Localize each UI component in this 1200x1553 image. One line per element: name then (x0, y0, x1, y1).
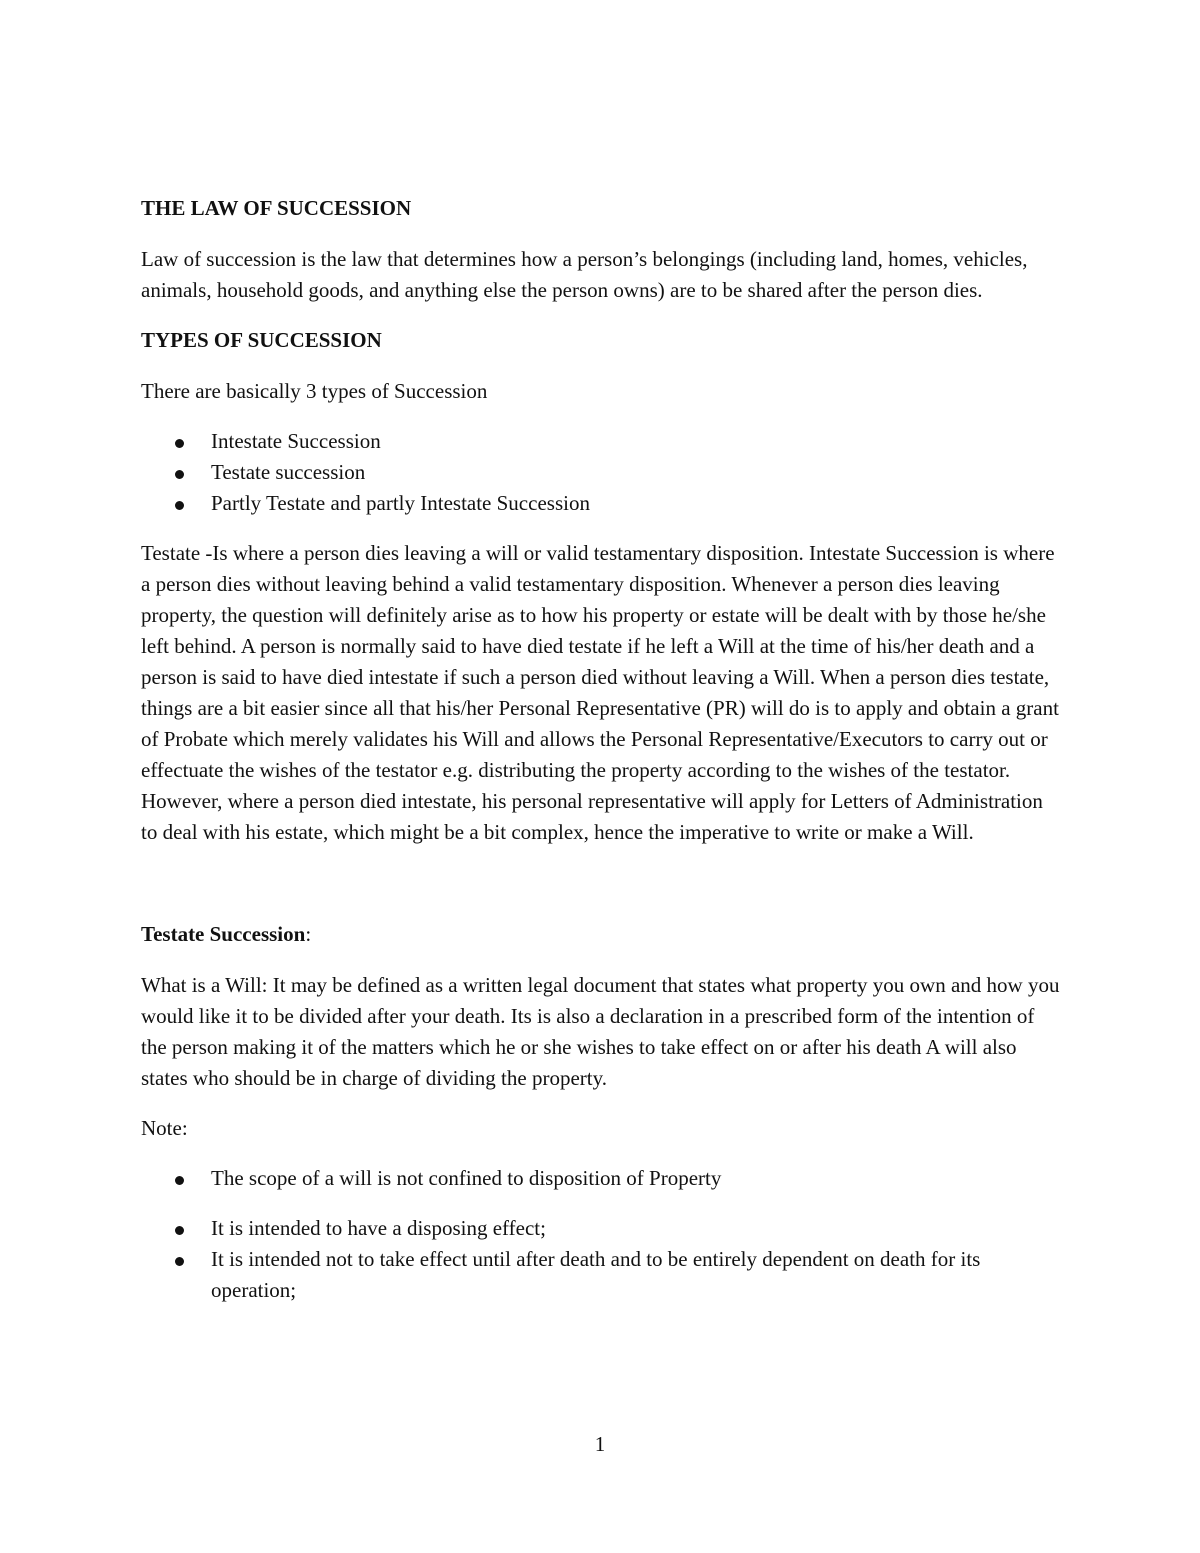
bullet-icon (175, 470, 184, 479)
note-list (141, 1163, 1061, 1306)
document-title: THE LAW OF SUCCESSION (141, 196, 412, 220)
testate-heading-text: Testate Succession (141, 922, 306, 946)
spacer (141, 867, 1061, 919)
list-item-text: It is intended to have a disposing effect; (211, 1216, 546, 1240)
testate-explanation: Testate -Is where a person dies leaving a will or valid testamentary disposition. Intestate Succession is where a person dies without leaving behind a valid testamentary disposition. Whenever a person dies leaving property, the question will definitely arise as to how his property or estate will be dealt with by those he/she left behind. A person is normally said to have died testate if he left a Will at the time of his/her death and a person is said to have died intestate if such a person died without leaving a Will. When a person dies testate, things are a bit easier since all that his/her Personal Representative (PR) will do is to apply and obtain a grant of Probate which merely validates his Will and allows the Personal Representative/Executors to carry out or effectuate the wishes of the testator e.g. distributing the property according to the wishes of the testator. However, where a person died intestate, his personal representative will apply for Letters of Administration to deal with his estate, which might be a bit complex, hence the imperative to write or make a Will. (141, 541, 1059, 844)
list-item (141, 426, 1061, 457)
types-list (141, 426, 1061, 519)
intro-paragraph: Law of succession is the law that determines how a person’s belongings (including land, homes, vehicles, animals, household goods, and anything else the person owns) are to be shared after the person dies. (141, 247, 1028, 302)
list-item (141, 1244, 1061, 1306)
list-item-text: Partly Testate and partly Intestate Succession (211, 491, 590, 515)
types-heading: TYPES OF SUCCESSION (141, 328, 382, 352)
list-item-text: The scope of a will is not confined to disposition of Property (211, 1166, 722, 1190)
bullet-icon (175, 439, 184, 448)
list-item (141, 457, 1061, 488)
list-item (141, 1163, 1061, 1194)
testate-heading (141, 919, 1061, 950)
list-item-text: Testate succession (211, 460, 366, 484)
bullet-icon (175, 1176, 184, 1185)
list-item-text: It is intended not to take effect until after death and to be entirely dependent on death for its operation; (211, 1247, 981, 1302)
bullet-icon (175, 501, 184, 510)
bullet-icon (175, 1257, 184, 1266)
document-body (141, 193, 1061, 1325)
list-item (141, 488, 1061, 519)
list-item-text: Intestate Succession (211, 429, 381, 453)
page-number: 1 (594, 1432, 606, 1456)
list-item (141, 1213, 1061, 1244)
types-intro: There are basically 3 types of Succession (141, 379, 488, 403)
bullet-icon (175, 1226, 184, 1235)
note-label: Note: (141, 1116, 188, 1140)
testate-heading-suffix: : (305, 922, 312, 946)
will-definition: What is a Will: It may be defined as a written legal document that states what property you own and how you would like it to be divided after your death. Its is also a declaration in a prescribed form of the intention of the person making it of the matters which he or she wishes to take effect on or after his death A will also states who should be in charge of dividing the property. (141, 973, 1060, 1090)
